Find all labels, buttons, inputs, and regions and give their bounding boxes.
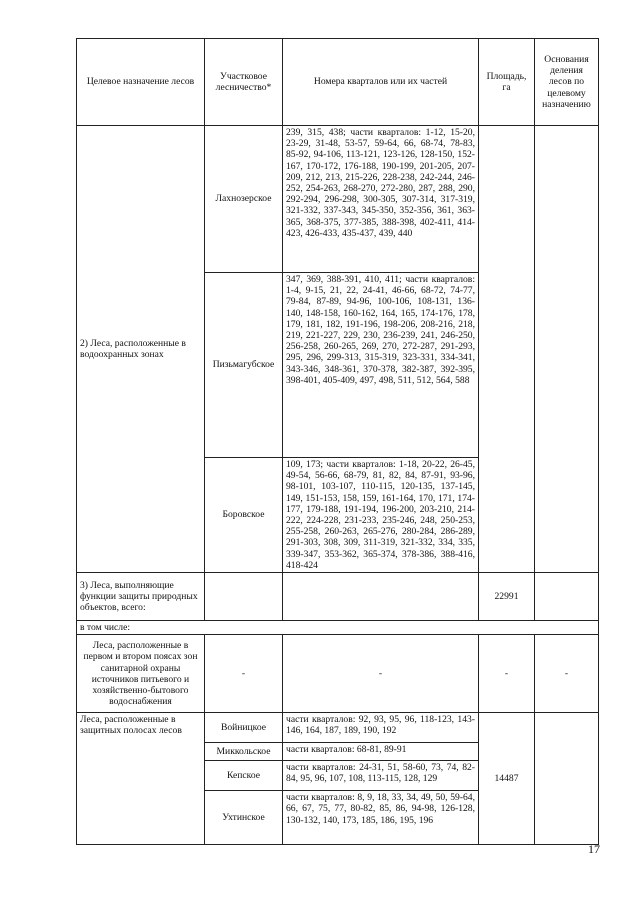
forestry-name: Пизьмагубское <box>205 273 283 458</box>
header-quarters: Номера кварталов или их частей <box>283 39 479 126</box>
basis-cell <box>535 713 599 845</box>
basis-cell <box>535 126 599 573</box>
header-forestry: Участковое лесничество* <box>205 39 283 126</box>
area-value: 14487 <box>479 713 535 845</box>
table-row <box>77 635 599 713</box>
quarter-numbers: части кварталов: 68-81, 89-91 <box>283 743 479 761</box>
header-basis: Основания деления лесов по целевому назначению <box>535 39 599 126</box>
header-area: Площадь, га <box>479 39 535 126</box>
including-label: в том числе: <box>77 621 599 635</box>
area-value: 22991 <box>479 573 535 621</box>
table-header-row <box>77 39 599 126</box>
area-value: - <box>479 635 535 713</box>
header-purpose: Целевое назначение лесов <box>77 39 205 126</box>
quarter-numbers: - <box>283 635 479 713</box>
area-cell <box>479 126 535 573</box>
forestry-name: Ухтинское <box>205 791 283 845</box>
page-number: 17 <box>588 842 600 856</box>
quarter-numbers: 239, 315, 438; части кварталов: 1-12, 15-20, 23-29, 31-48, 53-57, 59-64, 66, 68-74, 78-83, 85-92, 94-106, 113-121, 123-126, 128-150, 152-167, 170-172, 176-188, 190-199, 201-205, 207-209, 212, 213, 215-226, 228-238, 242-244, 246-252, 254-263, 268-270, 272-280, 287, 288, 290, 292-294, 296-298, 300-305, 307-314, 317-319, 321-332, 337-343, 345-350, 352-356, 361, 363-365, 368-375, 377-385, 388-398, 402-411, 414-423, 426-433, 435-437, 439, 440 <box>283 126 479 273</box>
quarter-numbers: части кварталов: 8, 9, 18, 33, 34, 49, 50, 59-64, 66, 67, 75, 77, 80-82, 85, 86, 94-98, 126-128, 130-132, 140, 173, 185, 186, 195, 196 <box>283 791 479 845</box>
quarter-numbers: части кварталов: 24-31, 51, 58-60, 73, 74, 82-84, 95, 96, 107, 108, 113-115, 128, 129 <box>283 761 479 791</box>
forestry-name: Кепское <box>205 761 283 791</box>
forest-purpose-table <box>76 38 599 845</box>
sanitary-zones-label: Леса, расположенные в первом и втором поясах зон санитарной охраны источников питьевого и хозяйственно-бытового водоснабжения <box>77 635 205 713</box>
forestry-name: Миккольское <box>205 743 283 761</box>
forestry-name: Боровское <box>205 458 283 573</box>
basis-value: - <box>535 635 599 713</box>
natural-objects-label: 3) Леса, выполняющие функции защиты природных объектов, всего: <box>77 573 205 621</box>
forestry-name: Войницкое <box>205 713 283 743</box>
table-row <box>77 713 599 743</box>
quarter-numbers: 109, 173; части кварталов: 1-18, 20-22, 26-45, 49-54, 56-66, 68-79, 81, 82, 84, 87-91, 93-96, 98-101, 103-107, 110-115, 120-135, 137-145, 149, 151-153, 158, 159, 161-164, 170, 171, 174-177, 179-188, 191-194, 196-200, 203-210, 214-222, 224-228, 231-233, 235-246, 248, 250-253, 255-258, 260-263, 265-276, 280-284, 286-289, 291-303, 308, 309, 311-319, 321-332, 334, 335, 339-347, 353-362, 365-374, 378-386, 388-416, 418-424 <box>283 458 479 573</box>
table-row <box>77 621 599 635</box>
table-row <box>77 126 599 273</box>
empty-cell <box>535 573 599 621</box>
forestry-name: - <box>205 635 283 713</box>
empty-cell <box>283 573 479 621</box>
forestry-name: Лахнозерское <box>205 126 283 273</box>
protective-strips-label: Леса, расположенные в защитных полосах лесов <box>77 713 205 845</box>
water-protection-label: 2) Леса, расположенные в водоохранных зонах <box>77 126 205 573</box>
quarter-numbers: 347, 369, 388-391, 410, 411; части кварталов: 1-4, 9-15, 21, 22, 24-41, 46-66, 68-72, 74-77, 79-84, 87-89, 94-96, 100-106, 108-131, 136-140, 148-158, 160-162, 164, 165, 174-176, 178, 179, 181, 182, 191-196, 198-206, 208-216, 218, 219, 221-227, 229, 230, 236-239, 241, 246-250, 256-258, 260-265, 269, 270, 272-287, 291-293, 295, 296, 299-313, 315-319, 323-331, 334-341, 343-346, 348-361, 370-378, 382-387, 392-395, 398-401, 405-409, 497, 498, 511, 512, 564, 588 <box>283 273 479 458</box>
table-row <box>77 573 599 621</box>
quarter-numbers: части кварталов: 92, 93, 95, 96, 118-123, 143-146, 164, 187, 189, 190, 192 <box>283 713 479 743</box>
empty-cell <box>205 573 283 621</box>
